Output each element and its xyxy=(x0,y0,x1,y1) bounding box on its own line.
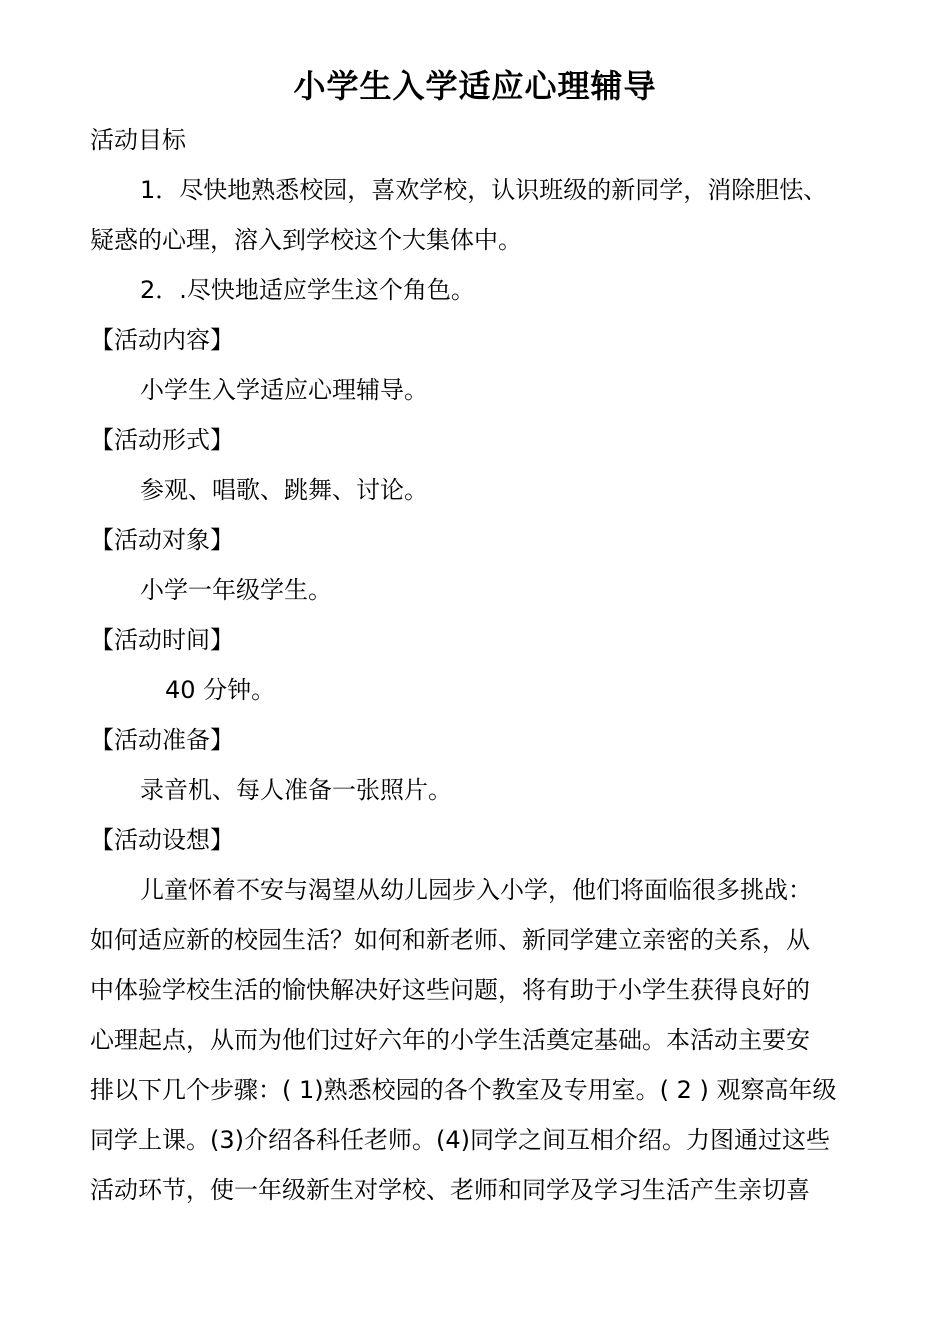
objective-2: 2．.尽快地适应学生这个角色。 xyxy=(140,276,475,304)
audience-heading: 【活动对象】 xyxy=(90,526,234,554)
idea-paragraph xyxy=(90,865,865,1215)
objective-1-line-2: 疑惑的心理，溶入到学校这个大集体中。 xyxy=(90,226,522,254)
content-text: 小学生入学适应心理辅导。 xyxy=(140,376,428,404)
time-text: 40 分钟。 xyxy=(165,676,276,704)
idea-line: 心理起点，从而为他们过好六年的小学生活奠定基础。本活动主要安 xyxy=(90,1026,810,1054)
idea-line: 如何适应新的校园生活？如何和新老师、新同学建立亲密的关系，从 xyxy=(90,926,810,954)
time-heading: 【活动时间】 xyxy=(90,626,234,654)
form-text: 参观、唱歌、跳舞、讨论。 xyxy=(140,476,428,504)
form-heading: 【活动形式】 xyxy=(90,426,234,454)
objectives-heading: 活动目标 xyxy=(90,126,186,154)
idea-line: 同学上课。(3)介绍各科任老师。(4)同学之间互相介绍。力图通过这些 xyxy=(90,1126,830,1154)
objective-1-line-1: 1．尽快地熟悉校园，喜欢学校，认识班级的新同学，消除胆怯、 xyxy=(140,176,828,204)
idea-line: 中体验学校生活的愉快解决好这些问题，将有助于小学生获得良好的 xyxy=(90,976,810,1004)
idea-line: 排以下几个步骤：( 1)熟悉校园的各个教室及专用室。( 2 ) 观察高年级 xyxy=(90,1076,837,1104)
idea-line: 活动环节，使一年级新生对学校、老师和同学及学习生活产生亲切喜 xyxy=(90,1176,810,1204)
content-heading: 【活动内容】 xyxy=(90,326,234,354)
idea-heading: 【活动设想】 xyxy=(90,826,234,854)
document-title: 小学生入学适应心理辅导 xyxy=(293,67,657,105)
prep-heading: 【活动准备】 xyxy=(90,726,234,754)
audience-text: 小学一年级学生。 xyxy=(140,576,332,604)
idea-line: 儿童怀着不安与渴望从幼儿园步入小学，他们将面临很多挑战： xyxy=(140,876,812,904)
prep-text: 录音机、每人准备一张照片。 xyxy=(140,776,452,804)
